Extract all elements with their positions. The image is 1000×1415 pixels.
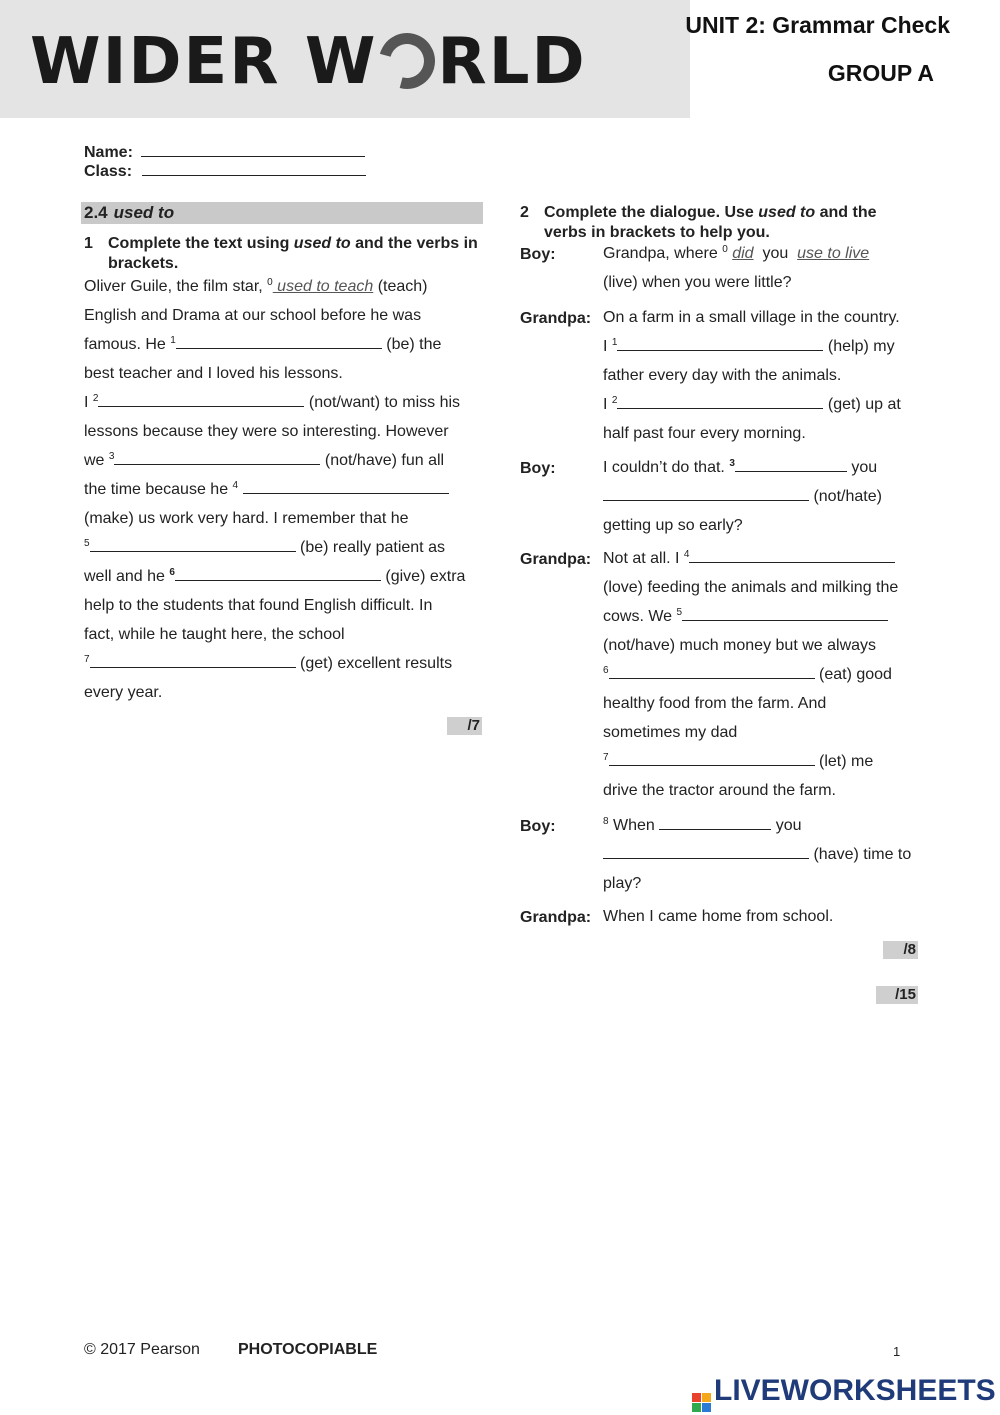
speaker-boy: Boy: <box>520 460 556 477</box>
ex1-instruction: 1 Complete the text using used to and the verbs in brackets. <box>84 235 478 272</box>
ex2-score: /8 <box>883 941 918 959</box>
speaker-boy: Boy: <box>520 246 556 263</box>
section-header: 2.4 used to <box>81 202 483 224</box>
answer-blank-3[interactable] <box>114 450 320 465</box>
logo-o-icon <box>369 23 445 99</box>
class-field[interactable] <box>84 163 366 181</box>
name-field[interactable] <box>84 144 365 162</box>
dialogue-blank-4[interactable] <box>689 548 895 563</box>
answer-blank-7[interactable] <box>90 653 296 668</box>
dialogue-line-4: Not at all. I $^4$ (love) feeding the animals and milking the cows. We $^5$ (not/have) much money but we always $^6$ (eat) good healthy food from the farm. And sometimes my dad $^7$ (let) me drive the tractor around the farm. <box>603 549 899 799</box>
class-label: Class: <box>84 163 133 180</box>
photocopiable-label: PHOTOCOPIABLE <box>238 1341 378 1358</box>
dialogue-blank-7[interactable] <box>609 751 815 766</box>
speaker-boy: Boy: <box>520 818 556 835</box>
dialogue-blank-3a[interactable] <box>735 457 847 472</box>
dialogue-blank-8a[interactable] <box>659 815 771 830</box>
ex1-text: Oliver Guile, the film star, $^0$ used to teach (teach) English and Drama at our school before he was famous. He $^1$ (be) the best teacher and I loved his lessons. I $^2$ (not/want) to miss his lessons because they were so interesting. However we $^3$ (not/have) fun all the time because he $^4$ (make) us work very hard. I remember that he $^5$ (be) really patient as well and he $^6$ (give) extra help to the students that found English difficult. In fact, while he taught here, the school $^7$ (get) excellent results every year. <box>84 277 466 701</box>
class-line[interactable] <box>142 163 366 176</box>
name-line[interactable] <box>141 144 365 157</box>
answer-blank-1[interactable] <box>176 334 382 349</box>
ex1-score: /7 <box>447 717 482 735</box>
dialogue-blank-8b[interactable] <box>603 844 809 859</box>
total-score: /15 <box>876 986 918 1004</box>
dialogue-line-1: Grandpa, where $^0$ did you use to live (live) when you were little? <box>603 244 870 291</box>
name-label: Name: <box>84 144 133 161</box>
dialogue-blank-3b[interactable] <box>603 486 809 501</box>
example-answer: used to teach <box>272 278 374 295</box>
answer-blank-2[interactable] <box>98 392 304 407</box>
dialogue-line-6: When I came home from school. <box>603 908 834 925</box>
dialogue-line-3: I couldn’t do that. $^3$ you (not/hate) getting up so early? <box>603 458 882 534</box>
dialogue-blank-5[interactable] <box>682 606 888 621</box>
speaker-grandpa: Grandpa: <box>520 909 592 926</box>
dialogue-line-5: $^8$ When you (have) time to play? <box>603 816 912 892</box>
speaker-grandpa: Grandpa: <box>520 310 592 327</box>
dialogue-blank-2[interactable] <box>617 394 823 409</box>
dialogue-blank-6[interactable] <box>609 664 815 679</box>
dialogue-blank-1[interactable] <box>617 336 823 351</box>
dialogue-line-2: On a farm in a small village in the country. I $^1$ (help) my father every day with the animals. I $^2$ (get) up at half past four every morning. <box>603 309 901 442</box>
copyright: © 2017 Pearson <box>84 1341 200 1358</box>
answer-blank-6[interactable] <box>175 566 381 581</box>
page-number: 1 <box>893 1344 901 1359</box>
answer-blank-5[interactable] <box>90 537 296 552</box>
liveworksheets-logo: LIVEWORKSHEETS <box>692 1374 996 1412</box>
speaker-grandpa: Grandpa: <box>520 551 592 568</box>
ex2-instruction: 2 Complete the dialogue. Use used to and the verbs in brackets to help you. <box>520 204 877 241</box>
brand-logo: WIDER W RLD <box>30 22 587 102</box>
unit-title: UNIT 2: Grammar Check <box>685 12 950 38</box>
answer-blank-4[interactable] <box>243 479 449 494</box>
liveworksheets-icon <box>692 1393 711 1412</box>
group-label: GROUP A <box>827 60 934 86</box>
